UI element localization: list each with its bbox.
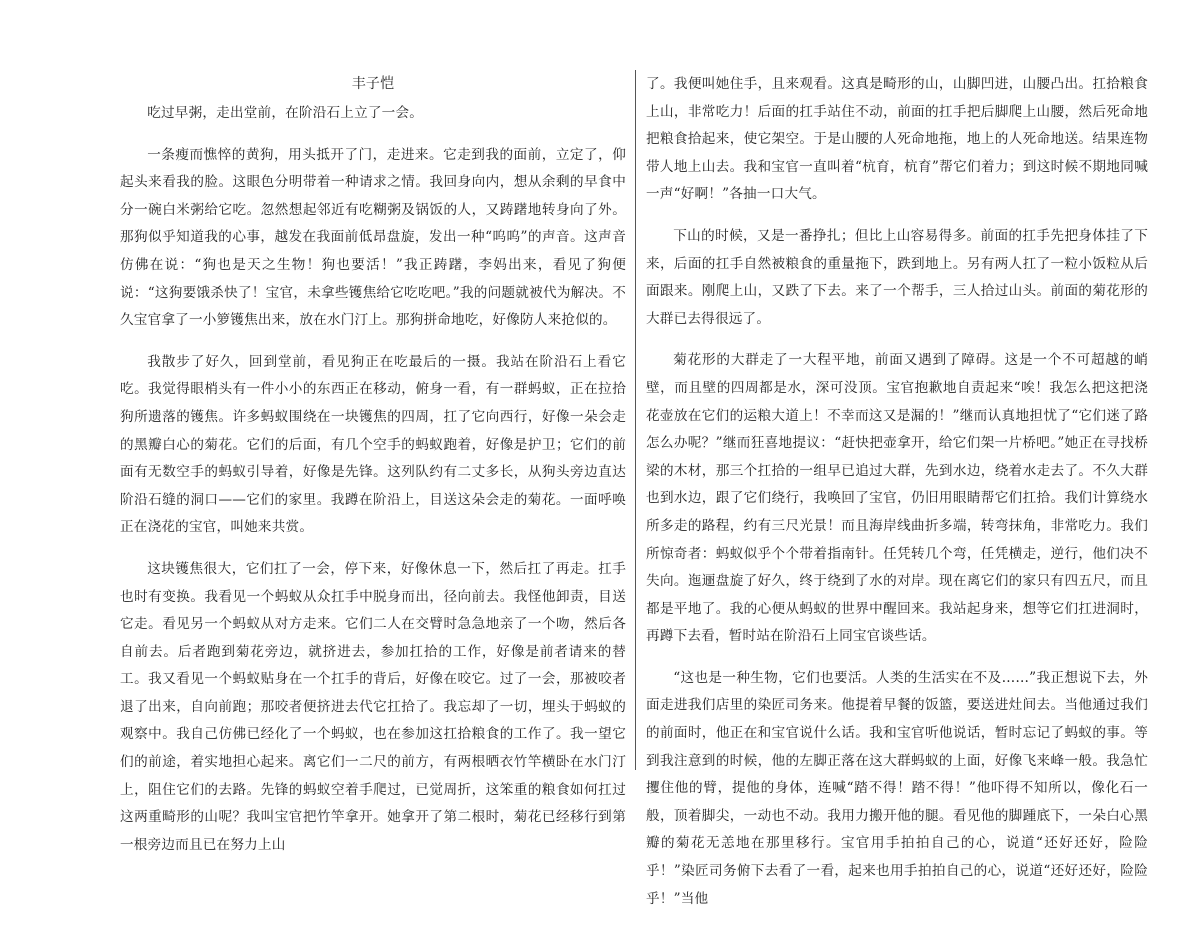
paragraph: 吃过早粥，走出堂前，在阶沿石上立了一会。 (147, 105, 424, 121)
author-title: 丰子恺 (351, 76, 395, 92)
paragraph: 下山的时候，又是一番挣扎；但比上山容易得多。前面的扛手先把身体挂了下来，后面的扛手自然被粮食的重量拖下，跌到地上。另有两人扛了一粒小饭粒从后面跟来。刚爬上山，又跌了下去。来了一个帮手，三人拾过山头。前面的菊花形的大群已去得很远了。 (646, 227, 1148, 327)
paragraph: 我散步了好久，回到堂前，看见狗正在吃最后的一摄。我站在阶沿石上看它吃。我觉得眼梢头有一件小小的东西正在移动，俯身一看，有一群蚂蚁，正在拉拾狗所遗落的镬焦。许多蚂蚁围绕在一块镬焦的四周，扛了它向西行，好像一朵会走的黑瓣白心的菊花。它们的后面，有几个空手的蚂蚁跑着，好像是护卫；它们的前面有无数空手的蚂蚁引导着，好像是先锋。这列队约有二丈多长，从狗头旁边直达阶沿石缝的洞口——它们的家里。我蹲在阶沿上，目送这朵会走的菊花。一面呼唤正在浇花的宝官，叫她来共赏。 (120, 353, 626, 536)
paragraph-continued: 了。我便叫她住手，且来观看。这真是畸形的山，山脚凹进，山腰凸出。扛拾粮食上山，非常吃力！后面的扛手站住不动，前面的扛手把后脚爬上山腰，然后死命地把粮食拾起来，使它架空。于是山腰的人死命地拖，地上的人死命地送。结果连物带人地上山去。我和宝官一直叫着“杭育，杭育”帮它们着力；到这时候不期地同喊一声“好啊！”各抽一口大气。 (646, 76, 1148, 203)
column-divider (635, 70, 636, 770)
paragraph: 一条瘦而憔悴的黄狗，用头抵开了门，走进来。它走到我的面前，立定了，仰起头来看我的脸。这眼色分明带着一种请求之情。我回身向内，想从余剩的早食中分一碗白米粥给它吃。忽然想起邻近有吃糊粥及锅饭的人，又踌躇地转身向了外。那狗似乎知道我的心事，越发在我面前低昂盘旋，发出一种“呜呜”的声音。这声音仿佛在说：“狗也是天之生物！狗也要活！”我正踌躇，李妈出来，看见了狗便说：“这狗要饿杀快了！宝官，未拿些镬焦给它吃吃吧。”我的问题就被代为解决。不久宝官拿了一小箩镬焦出来，放在水门汀上。那狗拼命地吃，好像防人来抢似的。 (120, 146, 626, 329)
left-column (120, 0, 626, 873)
right-column (646, 0, 1148, 927)
paragraph: “这也是一种生物，它们也要活。人类的生活实在不及……”我正想说下去，外面走进我们店里的染匠司务来。他提着早餐的饭篮，要送进灶间去。当他通过我们的前面时，他正在和宝官说什么话。我和宝官听他说话，暂时忘记了蚂蚁的事。等到我注意到的时候，他的左脚正落在这大群蚂蚁的上面，好像飞来峰一般。我急忙攫住他的臂，提他的身体，连喊“踏不得！踏不得！”他吓得不知所以，像化石一般，顶着脚尖，一动也不动。我用力搬开他的腿。看见他的脚踵底下，一朵白心黑瓣的菊花无恙地在那里移行。宝官用手拍拍自己的心，说道“还好还好，险险乎！”染匠司务俯下去看了一看，起来也用手拍拍自己的心，说道“还好还好，险险乎！”当他 (646, 669, 1148, 907)
paragraph: 菊花形的大群走了一大程平地，前面又遇到了障碍。这是一个不可超越的峭壁，而且壁的四周都是水，深可没顶。宝官抱歉地自责起来“唉！我怎么把这把浇花壶放在它们的运粮大道上！不幸而这又是漏的！”继而认真地担忧了“它们迷了路怎么办呢？”继而狂喜地提议：“赶快把壶拿开，给它们架一片桥吧。”她正在寻找桥梁的木材，那三个扛拾的一组早已追过大群，先到水边，绕着水走去了。不久大群也到水边，跟了它们绕行，我唤回了宝官，仍旧用眼睛帮它们扛拾。我们计算绕水所多走的路程，约有三尺光景！而且海岸线曲折多端，转弯抹角，非常吃力。我们所惊奇者：蚂蚁似乎个个带着指南针。任凭转几个弯，任凭横走，逆行，他们决不失向。迤逦盘旋了好久，终于绕到了水的对岸。现在离它们的家只有四五尺，而且都是平地了。我的心便从蚂蚁的世界中醒回来。我站起身来，想等它们扛进洞时，再蹲下去看，暂时站在阶沿石上同宝官谈些话。 (646, 352, 1148, 645)
paragraph: 这块镬焦很大，它们扛了一会，停下来，好像休息一下，然后扛了再走。扛手也时有变换。我看见一个蚂蚁从众扛手中脱身而出，径向前去。我怪他卸责，目送它走。看见另一个蚂蚁从对方走来。它们二人在交臂时急急地亲了一个吻，然后各自前去。后者跑到菊花旁边，就挤进去，参加扛拾的工作，好像是前者请来的替工。我又看见一个蚂蚁贴身在一个扛手的背后，好像在咬它。过了一会，那被咬者退了出来，自向前跑；那咬者便挤进去代它扛拾了。我忘却了一切，埋头于蚂蚁的观察中。我自己仿佛已经化了一个蚂蚁，也在参加这扛拾粮食的工作了。我一望它们的前途，着实地担心起来。离它们一二尺的前方，有两根晒衣竹竿横卧在水门汀上，阻住它们的去路。先锋的蚂蚁空着手爬过，已觉周折，这笨重的粮食如何扛过这两重畸形的山呢？我叫宝官把竹竿拿开。她拿开了第二根时，菊花已经移行到第一根旁边而且已在努力上山 (120, 560, 626, 853)
